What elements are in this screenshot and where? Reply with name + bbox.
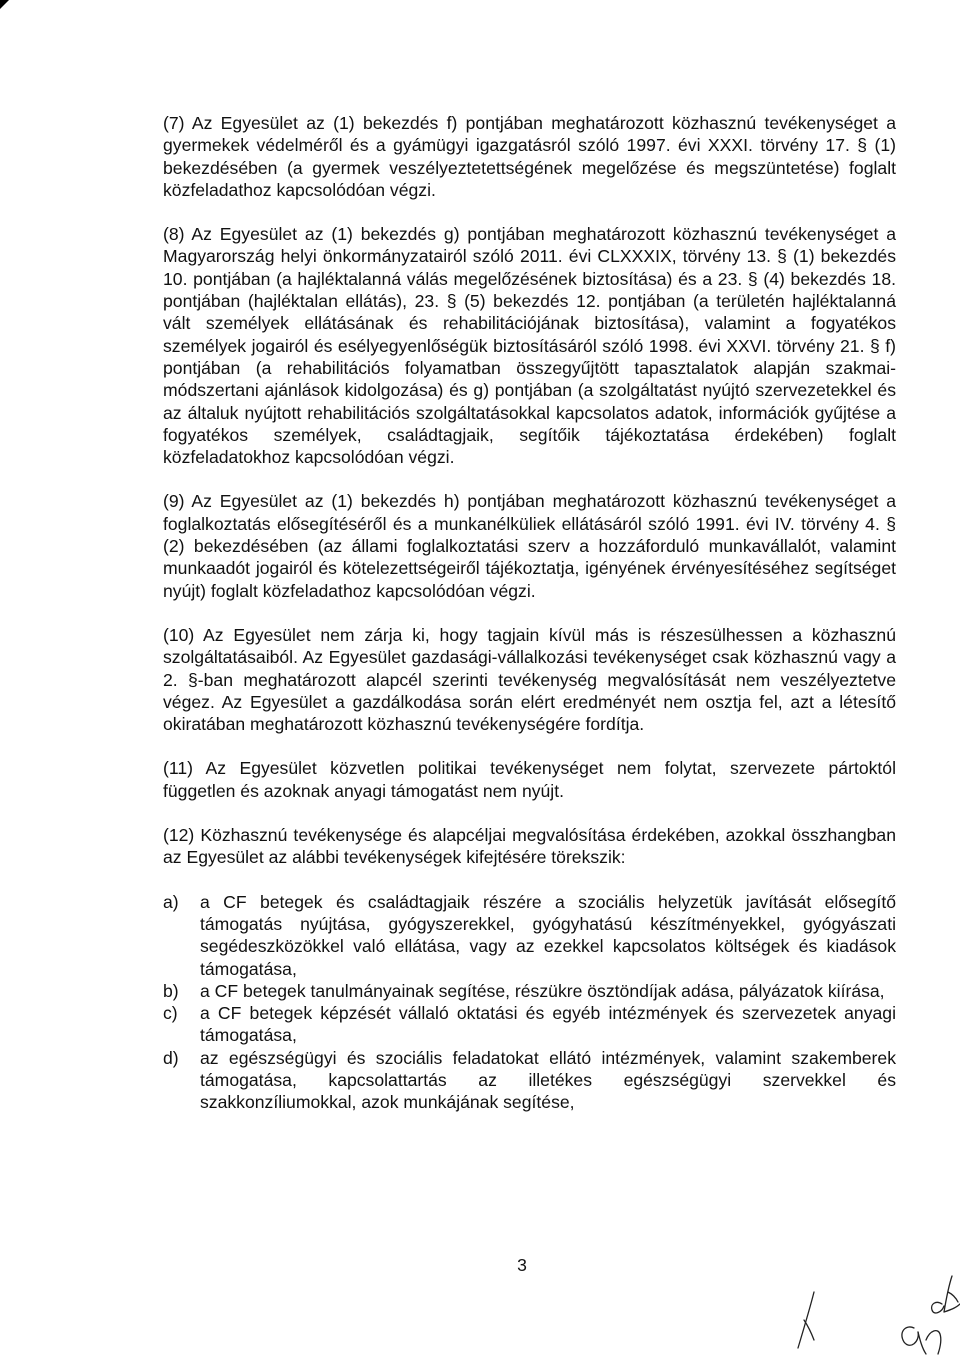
- list-item-text: az egészségügyi és szociális feladatokat ellátó intézmények, valamint szakemberek támogatása, kapcsolattartás az illetékes egészségügyi szervekkel és szakkonzíliumokkal, azok munkájának segítése,: [200, 1047, 896, 1113]
- list-marker: d): [163, 1047, 179, 1068]
- list-item-text: a CF betegek tanulmányainak segítése, részükre ösztöndíjak adása, pályázatok kiírása,: [200, 980, 885, 1001]
- list-item: [163, 891, 896, 980]
- list-item: [163, 980, 896, 1002]
- paragraph-7: (7) Az Egyesület az (1) bekezdés f) pontjában meghatározott közhasznú tevékenységet a gyermekek védelméről és a gyámügyi igazgatásról szóló 1997. évi XXXI. törvény 17. § (1) bekezdésében (a gyermek veszélyeztetettségének megelőzése és megszüntetése) foglalt közfeladathoz kapcsolódóan végzi.: [163, 113, 896, 200]
- list-item-text: a CF betegek képzését vállaló oktatási és egyéb intézmények és szervezetek anyagi támogatása,: [200, 1003, 896, 1046]
- handwritten-signature: [780, 1270, 960, 1359]
- list-item-text: a CF betegek és családtagjaik részére a szociális helyzetük javítását elősegítő támogatás nyújtása, gyógyszerekkel, gyógyhatású készítményekkel, gyógyászati segédeszközökkel való ellátása, vagy az ezekkel kapcsolatos költségek és kiadások támogatása,: [200, 891, 896, 979]
- document-body: [163, 112, 896, 1114]
- paragraph-10: (10) Az Egyesület nem zárja ki, hogy tagjain kívül más is részesülhessen a közhasznú szolgáltatásaiból. Az Egyesület gazdasági-vállalkozási tevékenységet csak közhasznú vagy a 2. §-ban meghatározott alapcél szerinti tevékenység megvalósítását nem veszélyeztetve végez. Az Egyesület a gazdálkodása során elért eredményét nem osztja fel, azt a létesítő okiratában meghatározott közhasznú tevékenységére fordítja.: [163, 624, 896, 735]
- list-marker: a): [163, 891, 179, 912]
- paragraph-12: (12) Közhasznú tevékenysége és alapcéljai megvalósítása érdekében, azokkal összhangban az Egyesület az alábbi tevékenységek kifejtésére törekszik:: [163, 825, 896, 868]
- list-marker: b): [163, 980, 179, 1001]
- paragraph-11: (11) Az Egyesület közvetlen politikai tevékenységet nem folytat, szervezete pártoktól független és azoknak anyagi támogatást nem nyújt.: [163, 758, 896, 801]
- list-marker: c): [163, 1003, 178, 1024]
- list-item: [163, 1002, 896, 1047]
- page-number: 3: [517, 1255, 527, 1275]
- paragraph-9: (9) Az Egyesület az (1) bekezdés h) pontjában meghatározott közhasznú tevékenységet a foglalkoztatás elősegítéséről és a munkanélküliek ellátásáról szóló 1991. évi IV. törvény 4. § (2) bekezdésében (az állami foglalkoztatási szerv a hozzáforduló munkavállalót, valamint munkaadót jogairól és kötelezettségeiről tájékoztatja, igényének érvényesítéséhez segítséget nyújt) foglalt közfeladathoz kapcsolódóan végzi.: [163, 491, 896, 601]
- scan-corner-mark: [0, 0, 9, 9]
- paragraph-8: (8) Az Egyesület az (1) bekezdés g) pontjában meghatározott közhasznú tevékenységet a Magyarország helyi önkormányzatairól szóló 2011. évi CLXXXIX, törvény 13. § (1) bekezdés 10. pontjában (a hajléktalanná válás megelőzésének biztosítása) és a 23. § (4) bekezdés 18. pontjában (hajléktalan ellátás), 23. § (5) bekezdés 12. pontjában (a területén hajléktalanná vált személyek ellátásának és rehabilitációjának biztosítása), valamint a fogyatékos személyek jogairól és esélyegyenlőségük biztosításáról szóló 1998. évi XXVI. törvény 21. § f) pontjában (a rehabilitációs folyamatban összegyűjtött tapasztalatok alapján szakmai-módszertani ajánlások kidolgozása) és g) pontjában (a szolgáltatást nyújtó szervezetekkel és az általuk nyújtott rehabilitációs szolgáltatásokkal kapcsolatos adatok, információk gyűjtése a fogyatékos személyek, családtagjaik, segítőik tájékoztatása érdekében) foglalt közfeladatokhoz kapcsolódóan végzi.: [163, 224, 896, 468]
- list-item: [163, 1047, 896, 1114]
- activity-list: [163, 891, 896, 1114]
